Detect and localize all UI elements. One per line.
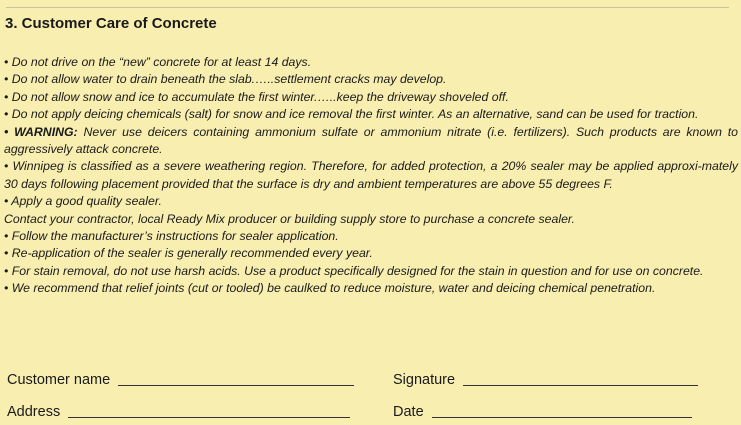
list-item: • Apply a good quality sealer. bbox=[4, 194, 162, 209]
warning-item bbox=[4, 124, 738, 159]
list-item: • Do not allow water to drain beneath the slab.…..settlement cracks may develop. bbox=[4, 72, 447, 87]
signature-field bbox=[393, 369, 698, 389]
section-title: 3. Customer Care of Concrete bbox=[5, 15, 217, 32]
care-instructions-list bbox=[4, 54, 738, 298]
list-item: • Winnipeg is classified as a severe weathering region. Therefore, for added protection, a 20% sealer may be applied approxi-mately 30 days following placement provided that the surface is dry and ambient temperatures are above 55 degrees F. bbox=[4, 159, 738, 191]
list-item: • Re-application of the sealer is generally recommended every year. bbox=[4, 246, 373, 261]
date-input[interactable] bbox=[432, 417, 692, 418]
warning-text: Never use deicers containing ammonium sulfate or ammonium nitrate (i.e. fertilizers). Such products are known to aggressively attack concrete. bbox=[4, 124, 738, 157]
customer-name-label: Customer name bbox=[7, 372, 111, 388]
warning-label: • WARNING: bbox=[4, 124, 78, 139]
customer-name-input[interactable] bbox=[118, 385, 354, 386]
list-item: • Do not allow snow and ice to accumulate the first winter.…..keep the driveway shoveled off. bbox=[4, 89, 509, 104]
list-item: • Do not drive on the “new” concrete for at least 14 days. bbox=[4, 55, 312, 69]
list-item: • Follow the manufacturer’s instructions for sealer application. bbox=[4, 229, 339, 244]
address-label: Address bbox=[7, 404, 61, 420]
customer-name-field bbox=[7, 369, 354, 389]
address-field bbox=[7, 401, 350, 421]
list-item: • Do not apply deicing chemicals (salt) for snow and ice removal the first winter. As an alternative, sand can be used for traction. bbox=[4, 107, 699, 122]
address-input[interactable] bbox=[68, 417, 350, 418]
date-label: Date bbox=[393, 404, 424, 420]
list-item: Contact your contractor, local Ready Mix producer or building supply store to purchase a concrete sealer. bbox=[4, 211, 575, 226]
signature-input[interactable] bbox=[463, 385, 698, 386]
signature-label: Signature bbox=[393, 372, 456, 388]
list-item: • We recommend that relief joints (cut or tooled) be caulked to reduce moisture, water and deicing chemical penetration. bbox=[4, 281, 656, 296]
top-divider bbox=[6, 7, 729, 8]
date-field bbox=[393, 401, 692, 421]
list-item: • For stain removal, do not use harsh acids. Use a product specifically designed for the stain in question and for use on concrete. bbox=[4, 263, 704, 278]
